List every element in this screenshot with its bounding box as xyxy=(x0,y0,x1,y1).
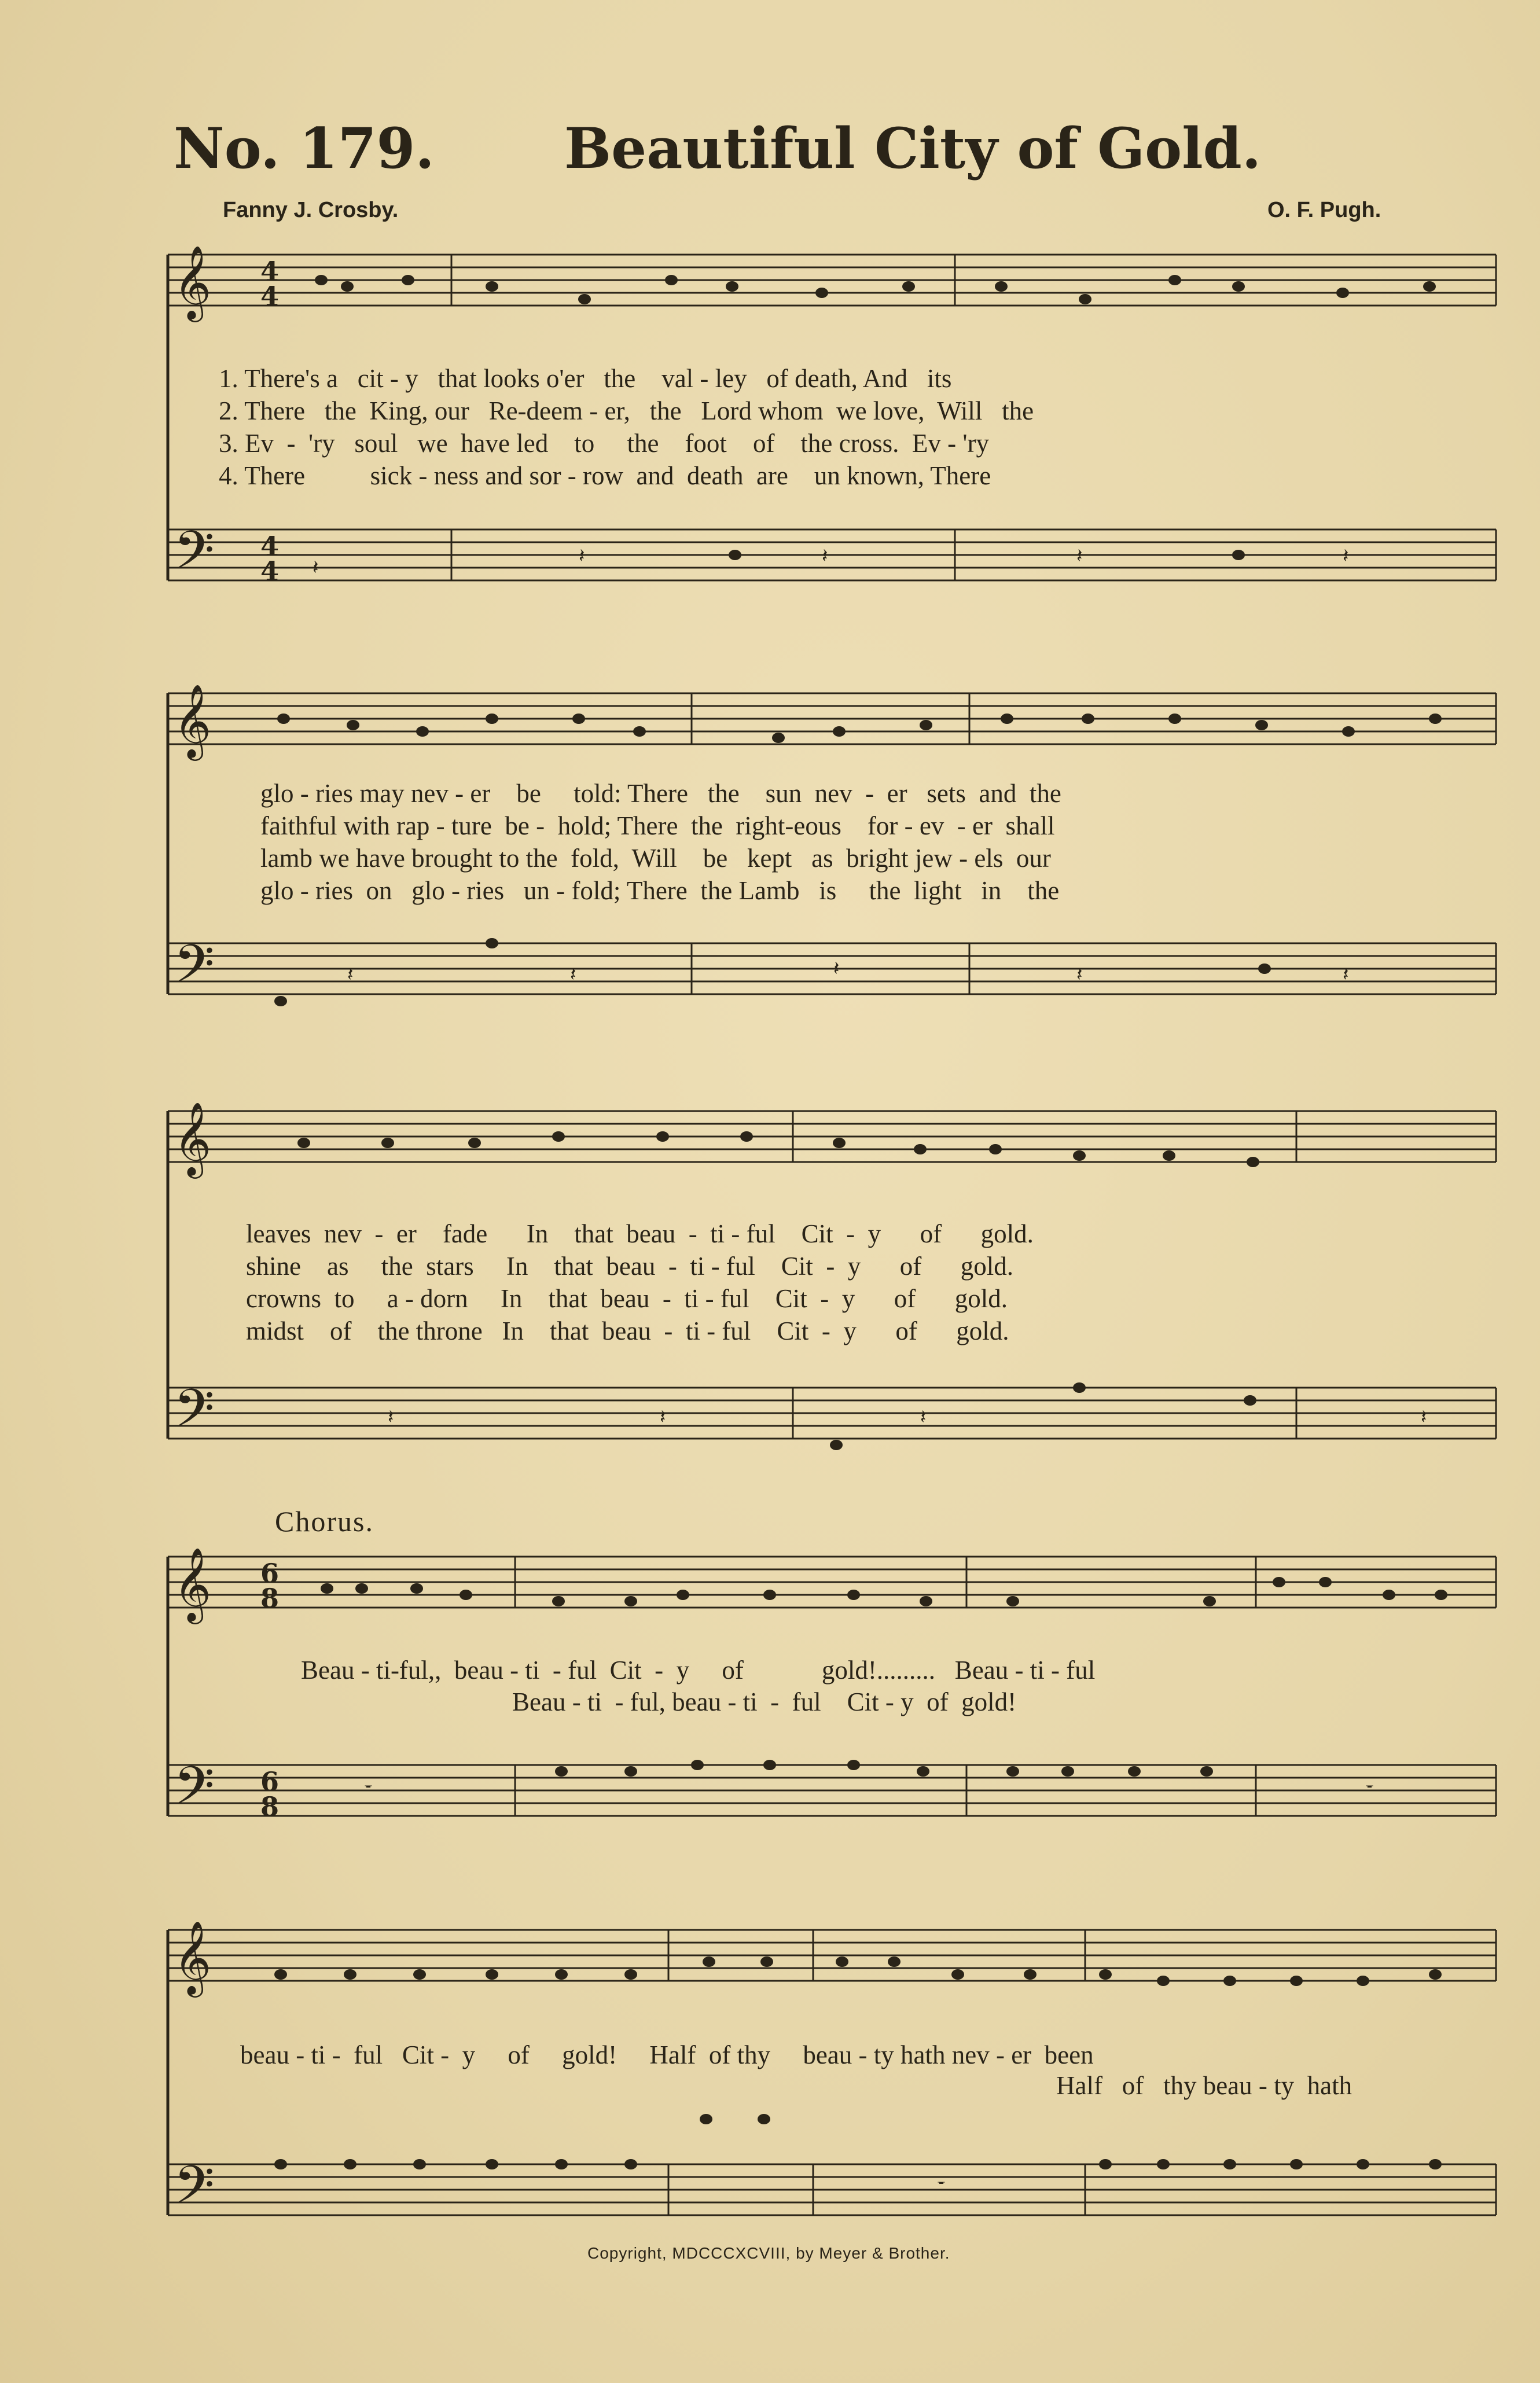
svg-text:𝄽: 𝄽 xyxy=(388,1406,394,1429)
svg-text:𝄻: 𝄻 xyxy=(365,1779,372,1802)
system-1-bass xyxy=(168,529,1496,580)
svg-text:𝄽: 𝄽 xyxy=(1076,545,1083,568)
svg-text:𝄽: 𝄽 xyxy=(833,957,840,980)
time-signature-bottom: 4 xyxy=(260,281,280,312)
bass-clef: 𝄢 xyxy=(174,520,215,594)
system-1-verse-2: 2. There the King, our Re-deem - er, the Lord whom we love, Will the xyxy=(219,396,1034,425)
system-3-verse-4: midst of the throne In that beau - ti - ful Cit - y of gold. xyxy=(246,1316,1009,1345)
lyricist: Fanny J. Crosby. xyxy=(223,198,399,222)
system-2-bass xyxy=(168,943,1496,994)
svg-text:𝄽: 𝄽 xyxy=(570,963,576,986)
treble-clef: 𝄞 xyxy=(174,1547,212,1621)
time-signature-bottom: 4 xyxy=(260,556,280,587)
time-signature-top: 6 xyxy=(260,1766,280,1797)
time-signature-bottom: 8 xyxy=(260,1791,280,1822)
system-3-verse-2: shine as the stars In that beau - ti - ful Cit - y of gold. xyxy=(246,1252,1014,1281)
hymn-number: No. 179. xyxy=(174,116,435,181)
chorus-label: Chorus. xyxy=(275,1505,374,1538)
time-signature-bottom: 8 xyxy=(260,1583,280,1614)
svg-text:𝄽: 𝄽 xyxy=(660,1406,666,1429)
svg-text:𝄽: 𝄽 xyxy=(579,545,585,568)
chorus-line-2-bass: Half of thy beau - ty hath xyxy=(1056,2071,1352,2100)
time-signature-top: 4 xyxy=(260,256,280,287)
system-5-treble xyxy=(168,1930,1496,1981)
svg-text:𝄽: 𝄽 xyxy=(1343,545,1349,568)
svg-text:𝄽: 𝄽 xyxy=(347,963,354,986)
svg-text:𝄽: 𝄽 xyxy=(313,556,319,579)
system-3-verse-1: leaves nev - er fade In that beau - ti - ful Cit - y of gold. xyxy=(246,1219,1034,1248)
system-2-verse-1: glo - ries may nev - er be told: There the sun nev - er sets and the xyxy=(260,779,1061,808)
system-2-verse-4: glo - ries on glo - ries un - fold; There the Lamb is the light in the xyxy=(260,876,1060,905)
system-2-treble xyxy=(168,693,1496,744)
svg-text:𝄽: 𝄽 xyxy=(1343,963,1349,986)
treble-clef: 𝄞 xyxy=(174,1920,212,1994)
system-1-verse-3: 3. Ev - 'ry soul we have led to the foot of the cross. Ev - 'ry xyxy=(219,429,989,458)
copyright-notice: Copyright, MDCCCXCVIII, by Meyer & Brother. xyxy=(587,2244,950,2262)
hymn-title: Beautiful City of Gold. xyxy=(564,116,1262,181)
svg-text:𝄽: 𝄽 xyxy=(920,1406,927,1429)
svg-text:𝄻: 𝄻 xyxy=(1366,1779,1373,1802)
system-5-bass xyxy=(168,2164,1496,2215)
treble-clef: 𝄞 xyxy=(174,245,212,319)
time-signature-top: 4 xyxy=(260,531,280,562)
chorus-line-1-bass: Beau - ti - ful, beau - ti - ful Cit - y of gold! xyxy=(512,1687,1017,1716)
system-2-verse-2: faithful with rap - ture be - hold; There the right-eous for - ev - er shall xyxy=(260,811,1055,840)
system-1-verse-4: 4. There sick - ness and sor - row and death are un known, There xyxy=(219,461,991,490)
svg-text:𝄽: 𝄽 xyxy=(822,545,828,568)
bass-clef: 𝄢 xyxy=(174,2154,215,2228)
bass-clef: 𝄢 xyxy=(174,1755,215,1829)
chorus-line-1-soprano: Beau - ti-ful,, beau - ti - ful Cit - y of gold!......... Beau - ti - ful xyxy=(301,1656,1096,1685)
treble-clef: 𝄞 xyxy=(174,683,212,757)
svg-text:𝄻: 𝄻 xyxy=(938,2175,945,2198)
svg-text:𝄽: 𝄽 xyxy=(1076,963,1083,986)
treble-clef: 𝄞 xyxy=(174,1101,212,1175)
system-3-verse-3: crowns to a - dorn In that beau - ti - ful Cit - y of gold. xyxy=(246,1284,1008,1313)
chorus-line-2-soprano: beau - ti - ful Cit - y of gold! Half of thy beau - ty hath nev - er been xyxy=(240,2040,1094,2069)
system-1-verse-1: 1. There's a cit - y that looks o'er the val - ley of death, And its xyxy=(219,364,952,393)
svg-text:𝄽: 𝄽 xyxy=(1421,1406,1427,1429)
bass-clef: 𝄢 xyxy=(174,933,215,1007)
time-signature-top: 6 xyxy=(260,1558,280,1589)
bass-clef: 𝄢 xyxy=(174,1378,215,1452)
system-1-treble xyxy=(168,255,1496,306)
system-4-treble xyxy=(168,1557,1496,1608)
composer: O. F. Pugh. xyxy=(1267,198,1381,222)
system-2-verse-3: lamb we have brought to the fold, Will be kept as bright jew - els our xyxy=(260,844,1051,873)
